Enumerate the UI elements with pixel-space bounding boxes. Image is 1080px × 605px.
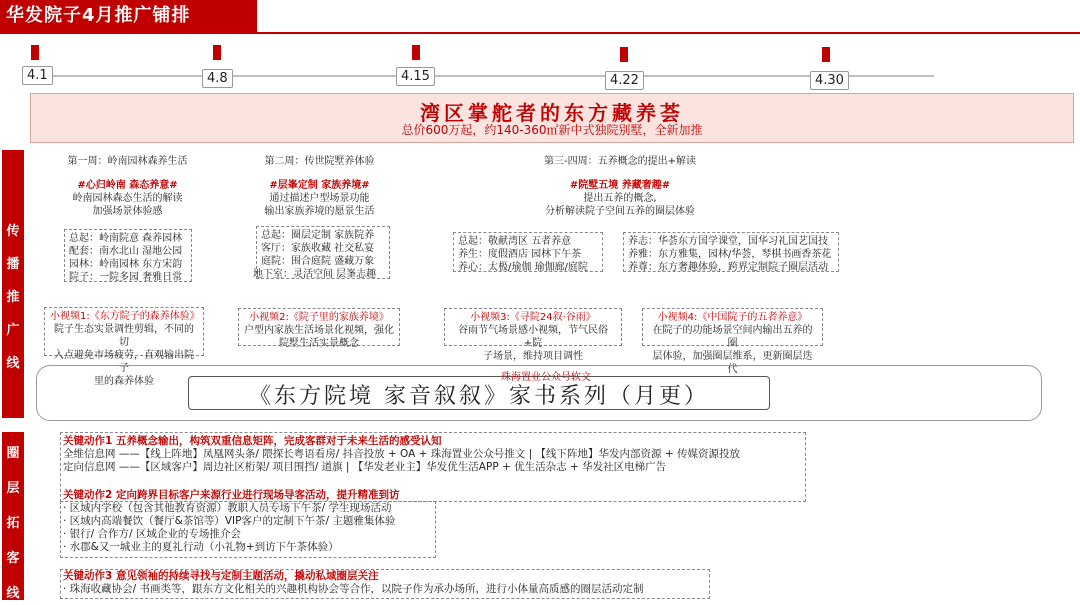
detail-line: 院子：一院多园 奢雅日常 xyxy=(69,272,183,283)
sidebar-char: 推 xyxy=(6,290,20,305)
action-3 xyxy=(63,570,644,596)
action-line: 定向信息网 ——【区域客户】周边社区桁架/ 项目围挡/ 道旗 | 【华发老业主】华发优生活APP + 优生活杂志 + 华发社区电梯广告 xyxy=(63,461,667,473)
detail-line: 总起：敬献湾区 五者养意 xyxy=(458,236,572,247)
sidebar-char: 圈 xyxy=(6,446,20,461)
sidebar-char: 传 xyxy=(6,224,20,239)
campaign-banner xyxy=(30,93,1074,143)
video-desc: 入点避免市场疲劳，直观输出院子 xyxy=(54,350,194,374)
week-tag: #院墅五境 养藏奢趣# xyxy=(569,180,671,191)
banner-subtitle: 总价600万起，约140-360㎡新中式独院别墅，全新加推 xyxy=(401,123,703,137)
detail-line: 养生：度假酒店 园林下午茶 xyxy=(458,249,582,260)
video-box-2 xyxy=(238,308,400,349)
video-desc: 在院子的功能场景空间内输出五养的圈 xyxy=(652,325,813,349)
action-1 xyxy=(63,435,740,474)
timeline-date: 4.30 xyxy=(810,71,849,90)
sidebar-char: 层 xyxy=(6,481,20,496)
timeline-marker xyxy=(822,47,830,62)
timeline-marker xyxy=(412,45,420,60)
detail-line: 养雅：东方雅集，园林/华荟，琴棋书画香茶花 xyxy=(628,249,832,260)
video-box-4 xyxy=(642,308,823,375)
action-heading: 关键动作3 意见领袖的持续寻找与定制主题活动，撬动私域圈层关注 xyxy=(63,570,379,582)
detail-line: 园林：岭南园林 东方宋韵 xyxy=(69,259,183,270)
action-line: · 珠海收藏协会/ 书画类等，跟东方文化相关的兴趣机构协会等合作，以院子作为承办场所，进行小体量高质感的圈层活动定制 xyxy=(63,583,644,595)
week-header: 第二周：传世院墅养体验 xyxy=(264,156,375,167)
video-title: 小视频1:《东方院子的森养体验》 xyxy=(50,311,200,322)
action-line: 全维信息网 ——【线上阵地】凤凰网头条/ 隈探长粤语看房/ 抖音投放 + OA + 珠海置业公众号推文 | 【线下阵地】华发内部资源 + 传媒资源投放 xyxy=(63,448,740,460)
video-box-1 xyxy=(44,307,204,387)
action-line: · 区域内高端餐饮（餐厅&茶馆等）VIP客户的定制下午茶/ 主题雅集体验 xyxy=(63,515,396,527)
video-title: 小视频4:《中国院子的五者养意》 xyxy=(657,312,808,323)
sidebar-circle-expansion-line xyxy=(2,432,24,600)
week-desc: 输出家族养境的愿景生活 xyxy=(264,206,375,217)
detail-line: 庭院：围合庭院 盛藏万象 xyxy=(261,256,375,267)
timeline-date: 4.1 xyxy=(22,66,53,85)
detail-box-week4 xyxy=(623,232,839,272)
action-line: · 银行/ 合作方/ 区域企业的专场推介会 xyxy=(63,528,241,540)
timeline-marker xyxy=(31,45,39,60)
sidebar-char: 广 xyxy=(6,323,20,338)
detail-line: 养志：华荟东方国学课堂，国华习礼国艺国技 xyxy=(628,236,828,247)
timeline-axis xyxy=(22,75,934,77)
timeline-date: 4.15 xyxy=(396,67,435,86)
video-desc: 院子生态实景调性剪辑，不同的切 xyxy=(54,324,194,348)
week-header: 第一周：岭南园林森养生活 xyxy=(67,156,188,167)
timeline-marker xyxy=(213,45,221,60)
timeline-date: 4.8 xyxy=(202,69,233,88)
sidebar-char: 线 xyxy=(6,586,20,601)
series-label: 珠海置业公众号软文 xyxy=(501,372,591,383)
detail-box-week2 xyxy=(253,226,390,280)
detail-line: 总起：岭南院意 森养园林 xyxy=(69,233,183,244)
action-heading: 关键动作2 定向跨界目标客户来源行业进行现场导客活动，提升精准到访 xyxy=(63,489,400,501)
week-1 xyxy=(55,155,200,218)
week-tag: #心归岭南 森态养意# xyxy=(77,180,178,191)
detail-box-week1 xyxy=(64,229,192,282)
action-heading: 关键动作1 五养概念输出，构筑双重信息矩阵，完成客群对于未来生活的感受认知 xyxy=(63,435,442,447)
week-desc: 通过描述户型场景功能 xyxy=(269,193,370,204)
week-desc: 加强场景体验感 xyxy=(92,206,163,217)
action-line: · 水郡&又一城业主的夏礼行动（小礼物+到访下午茶体验） xyxy=(63,541,339,553)
sidebar-char: 播 xyxy=(6,257,20,272)
sidebar-promotion-line xyxy=(2,150,24,418)
detail-line: 总起：圈层定制 家族院养 xyxy=(261,230,375,241)
title-divider xyxy=(0,32,1080,34)
week-2 xyxy=(247,155,392,218)
detail-line: 养尊：东方奢趣体验，跨界定制院子圈层活动 xyxy=(628,262,828,273)
video-desc: 谷雨节气场景感小视频，节气民俗+院 xyxy=(458,325,608,349)
video-title: 小视频3:《寻院24叙·谷雨》 xyxy=(470,312,596,323)
week-desc: 分析解读院子空间五养的圈层体验 xyxy=(545,206,695,217)
week-3-4 xyxy=(520,155,720,218)
video-title: 小视频2:《院子里的家族养境》 xyxy=(249,312,389,323)
week-tag: #层峯定制 家族养境# xyxy=(269,180,370,191)
action-line: · 区域内学校（包含其他教育资源）教职人员专场下午茶/ 学生现场活动 xyxy=(63,502,392,514)
banner-headline: 湾区掌舵者的东方藏养荟 xyxy=(420,101,684,125)
video-desc: 层体验，加强圈层维系，更新圈层迭代 xyxy=(652,351,813,375)
week-desc: 岭南园林森态生活的解读 xyxy=(72,193,183,204)
video-desc: 子场景，维持项目调性 xyxy=(483,351,583,362)
video-desc: 院墅生活实景概念 xyxy=(279,338,359,349)
week-header: 第三-四周：五养概念的提出+解读 xyxy=(544,156,696,167)
sidebar-char: 线 xyxy=(6,356,20,371)
detail-box-week3 xyxy=(453,232,603,272)
detail-line: 客厅：家族收藏 社交私宴 xyxy=(261,243,375,254)
detail-line: 养心：太极/瑜伽 瑜伽廊/庭院 xyxy=(458,262,588,273)
week-desc: 提出五养的概念, xyxy=(583,193,657,204)
video-box-3 xyxy=(444,308,622,362)
detail-line: 地下室：灵活空间 层峯志趣 xyxy=(253,269,377,280)
page-title: 华发院子4月推广铺排 xyxy=(0,0,257,32)
sidebar-char: 拓 xyxy=(6,516,20,531)
action-2 xyxy=(63,489,399,554)
detail-line: 配套：南水北山 湿地公园 xyxy=(69,246,183,257)
timeline-marker xyxy=(620,47,628,62)
series-title: 《东方院境 家音叙叙》家书系列（月更） xyxy=(249,384,709,409)
timeline-date: 4.22 xyxy=(605,71,644,90)
video-desc: 里的森养体验 xyxy=(94,376,154,387)
sidebar-char: 客 xyxy=(6,551,20,566)
video-desc: 户型内家族生活场景化视频，强化 xyxy=(244,325,394,336)
